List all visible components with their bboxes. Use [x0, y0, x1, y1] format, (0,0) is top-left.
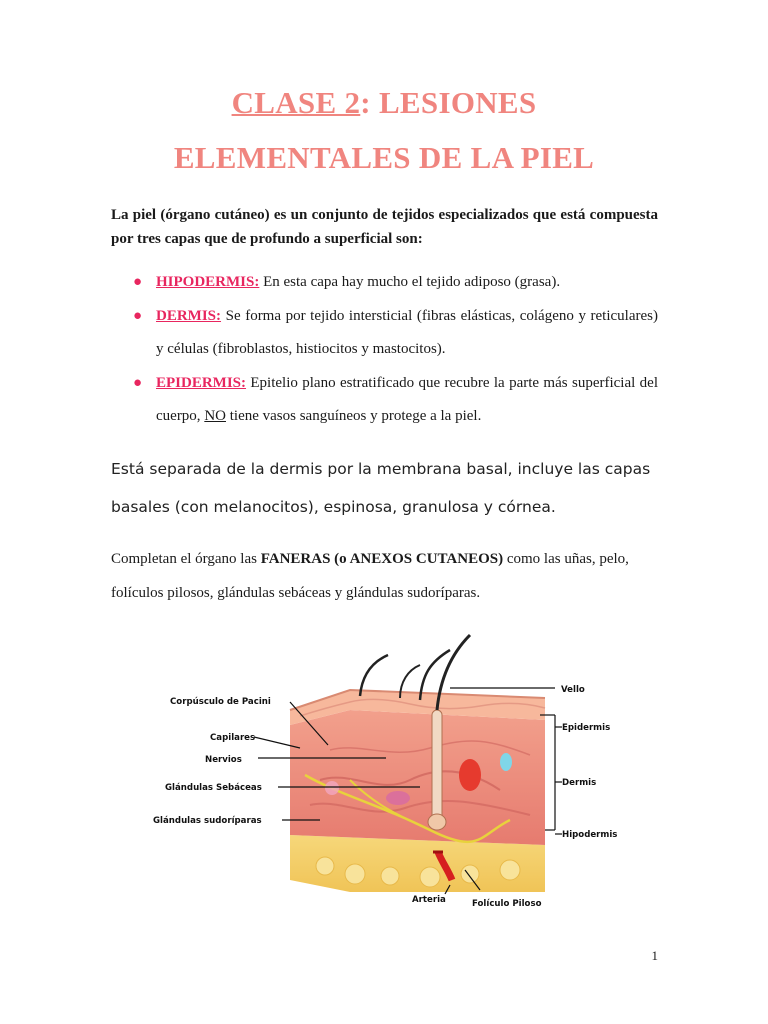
title-class-number: CLASE 2: [231, 85, 361, 120]
list-item-dermis: [131, 300, 658, 366]
bullet-icon: ●: [133, 274, 143, 290]
epidermis-description-start: Epitelio plano estratificado que recubre la parte más superficial del cuerpo,: [156, 375, 658, 424]
label-capilares: Capilares: [210, 733, 256, 743]
list-item-epidermis: [131, 367, 658, 433]
label-glandulas-sudoriparas: Glándulas sudoríparas: [153, 816, 262, 826]
epidermis-emphasis: NO: [204, 408, 226, 424]
intro-paragraph: La piel (órgano cutáneo) es un conjunto de tejidos especializados que está compuesta por tres capas que de profundo a superficial son:: [111, 207, 658, 247]
label-foliculo-piloso: Folículo Piloso: [472, 899, 542, 909]
skin-diagram: [150, 630, 620, 920]
anexos-text-end: como las uñas, pelo, folículos pilosos, glándulas sebáceas y glándulas sudoríparas.: [111, 551, 629, 601]
epidermis-description-end: tiene vasos sanguíneos y protege a la piel.: [225, 408, 482, 424]
label-epidermis: Epidermis: [562, 723, 611, 733]
term-epidermis: EPIDERMIS:: [156, 375, 247, 391]
anexos-paragraph: [111, 542, 658, 610]
dermis-layer: [290, 710, 545, 845]
term-hipodermis: HIPODERMIS:: [156, 274, 260, 290]
bullet-icon: ●: [133, 375, 143, 391]
skin-layers-list: [131, 266, 658, 434]
label-corpusculo-de-pacini: Corpúsculo de Pacini: [170, 697, 271, 707]
page-title-line-1: [0, 85, 768, 121]
label-hipodermis: Hipodermis: [562, 830, 618, 840]
term-dermis: DERMIS:: [156, 308, 222, 324]
label-dermis: Dermis: [562, 778, 597, 788]
list-item-hipodermis: [131, 266, 658, 299]
hipodermis-description: En esta capa hay mucho el tejido adiposo (grasa).: [259, 274, 561, 290]
epidermis-layers-paragraph: Está separada de la dermis por la membrana basal, incluye las capas basales (con melanocitos), espinosa, granulosa y córnea.: [111, 460, 651, 516]
label-arteria: Arteria: [412, 895, 446, 905]
title-topic-start: : LESIONES: [360, 85, 537, 120]
anexos-term: FANERAS (o ANEXOS CUTANEOS): [260, 551, 504, 567]
anexos-text-start: Completan el órgano las: [111, 551, 261, 567]
page-number: 1: [651, 948, 658, 963]
label-nervios: Nervios: [205, 755, 242, 765]
hipodermis-layer: [290, 835, 545, 892]
bullet-icon: ●: [133, 308, 143, 324]
label-glandulas-sebaceas: Glándulas Sebáceas: [165, 783, 262, 793]
page-title-line-2: ELEMENTALES DE LA PIEL: [173, 140, 595, 175]
dermis-description: Se forma por tejido intersticial (fibras elásticas, colágeno y reticulares) y células (fibroblastos, histiocitos y mastocitos).: [156, 308, 658, 357]
label-vello: Vello: [561, 685, 585, 695]
